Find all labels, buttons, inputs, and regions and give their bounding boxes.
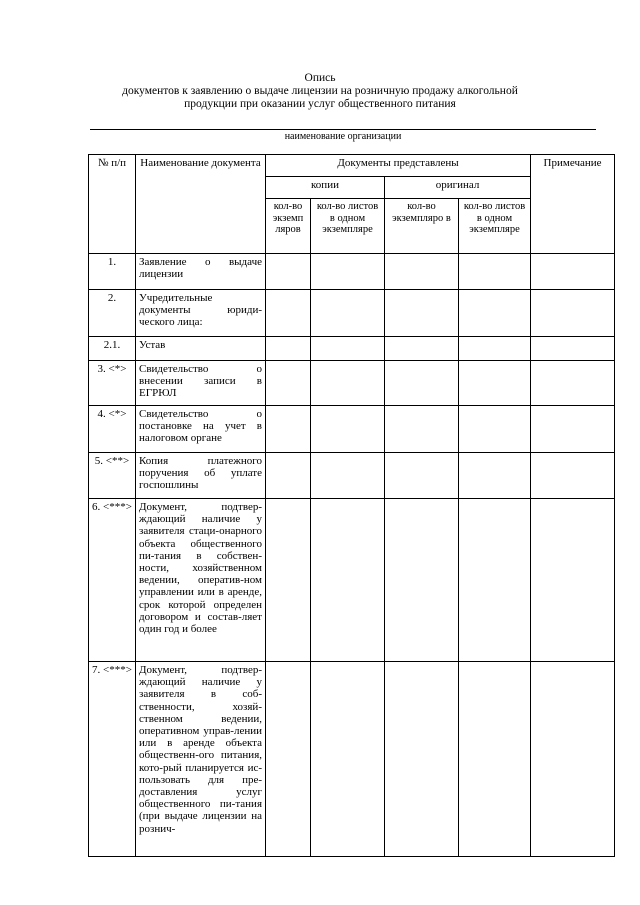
header-num: № п/п	[89, 155, 136, 254]
cell-original-sheets[interactable]	[459, 453, 531, 499]
row-document-name: Документ, подтвер-ждающий наличие у заявителя стаци-онарного объекта общественного пи-тания в собствен-ности, хозяйственном ведении, оператив-ном управлении или в аренде, срок которой определен договором и состав-ляет один год и более	[136, 499, 266, 662]
header-copies-sheets: кол-во листов в одном экземпляре	[311, 199, 385, 254]
table-row	[89, 499, 615, 662]
cell-copies-count[interactable]	[266, 499, 311, 662]
organization-caption: наименование организации	[284, 131, 402, 142]
row-document-name: Учредительные документы юриди-ческого лица:	[136, 290, 266, 337]
cell-copies-sheets[interactable]	[311, 290, 385, 337]
organization-name-line[interactable]	[90, 129, 596, 130]
document-title	[0, 72, 640, 111]
cell-copies-sheets[interactable]	[311, 662, 385, 857]
cell-copies-sheets[interactable]	[311, 453, 385, 499]
cell-original-sheets[interactable]	[459, 406, 531, 453]
cell-note[interactable]	[531, 361, 615, 406]
title-line-3: продукции при оказании услуг общественного питания	[184, 98, 456, 110]
cell-original-sheets[interactable]	[459, 361, 531, 406]
cell-original-sheets[interactable]	[459, 290, 531, 337]
cell-copies-sheets[interactable]	[311, 499, 385, 662]
cell-original-sheets[interactable]	[459, 254, 531, 290]
cell-copies-count[interactable]	[266, 453, 311, 499]
table-row	[89, 290, 615, 337]
title-line-1: Опись	[304, 72, 336, 84]
header-original-count: кол-во экземпляро в	[385, 199, 459, 254]
title-line-2: документов к заявлению о выдаче лицензии на розничную продажу алкогольной	[122, 85, 518, 97]
row-number: 2.	[89, 290, 136, 337]
cell-copies-count[interactable]	[266, 254, 311, 290]
table-row	[89, 254, 615, 290]
table-row	[89, 662, 615, 857]
cell-copies-count[interactable]	[266, 290, 311, 337]
row-number: 1.	[89, 254, 136, 290]
cell-copies-sheets[interactable]	[311, 337, 385, 361]
cell-note[interactable]	[531, 290, 615, 337]
cell-copies-sheets[interactable]	[311, 361, 385, 406]
cell-copies-count[interactable]	[266, 406, 311, 453]
cell-original-count[interactable]	[385, 290, 459, 337]
cell-original-sheets[interactable]	[459, 499, 531, 662]
header-doc-name: Наименование документа	[136, 155, 266, 254]
cell-copies-sheets[interactable]	[311, 406, 385, 453]
row-document-name: Устав	[136, 337, 266, 361]
header-copies-count: кол-во экземп ляров	[266, 199, 311, 254]
row-number: 5. <**>	[89, 453, 136, 499]
row-document-name: Свидетельство о постановке на учет в налоговом органе	[136, 406, 266, 453]
cell-original-count[interactable]	[385, 337, 459, 361]
header-note: Примечание	[531, 155, 615, 254]
cell-copies-count[interactable]	[266, 337, 311, 361]
row-number: 2.1.	[89, 337, 136, 361]
cell-original-count[interactable]	[385, 361, 459, 406]
row-document-name: Свидетельство о внесении записи в ЕГРЮЛ	[136, 361, 266, 406]
cell-copies-count[interactable]	[266, 361, 311, 406]
cell-original-sheets[interactable]	[459, 662, 531, 857]
cell-note[interactable]	[531, 499, 615, 662]
table-row	[89, 361, 615, 406]
cell-original-count[interactable]	[385, 662, 459, 857]
cell-note[interactable]	[531, 254, 615, 290]
row-document-name: Заявление о выдаче лицензии	[136, 254, 266, 290]
row-number: 7. <***>	[89, 662, 136, 857]
row-number: 3. <*>	[89, 361, 136, 406]
row-document-name: Документ, подтвер-ждающий наличие у заявителя в соб-ственности, хозяй-ственном ведении, оперативном управ-лении или в аренде объекта общественн-ого питания, кото-рый планируется ис-пользовать для пре-доставления услуг общественного пи-тания (при выдаче лицензии на рознич-	[136, 662, 266, 857]
cell-copies-sheets[interactable]	[311, 254, 385, 290]
cell-original-count[interactable]	[385, 406, 459, 453]
row-number: 4. <*>	[89, 406, 136, 453]
cell-note[interactable]	[531, 406, 615, 453]
cell-note[interactable]	[531, 453, 615, 499]
row-document-name: Копия платежного поручения об уплате госпошлины	[136, 453, 266, 499]
header-docs-provided: Документы представлены	[266, 155, 531, 177]
header-original-sheets: кол-во листов в одном экземпляре	[459, 199, 531, 254]
cell-original-count[interactable]	[385, 499, 459, 662]
cell-note[interactable]	[531, 662, 615, 857]
header-copies: копии	[266, 177, 385, 199]
table-row	[89, 406, 615, 453]
documents-table	[88, 154, 615, 857]
cell-note[interactable]	[531, 337, 615, 361]
cell-copies-count[interactable]	[266, 662, 311, 857]
cell-original-count[interactable]	[385, 254, 459, 290]
row-number: 6. <***>	[89, 499, 136, 662]
cell-original-count[interactable]	[385, 453, 459, 499]
table-row	[89, 337, 615, 361]
table-row	[89, 453, 615, 499]
header-original: оригинал	[385, 177, 531, 199]
cell-original-sheets[interactable]	[459, 337, 531, 361]
